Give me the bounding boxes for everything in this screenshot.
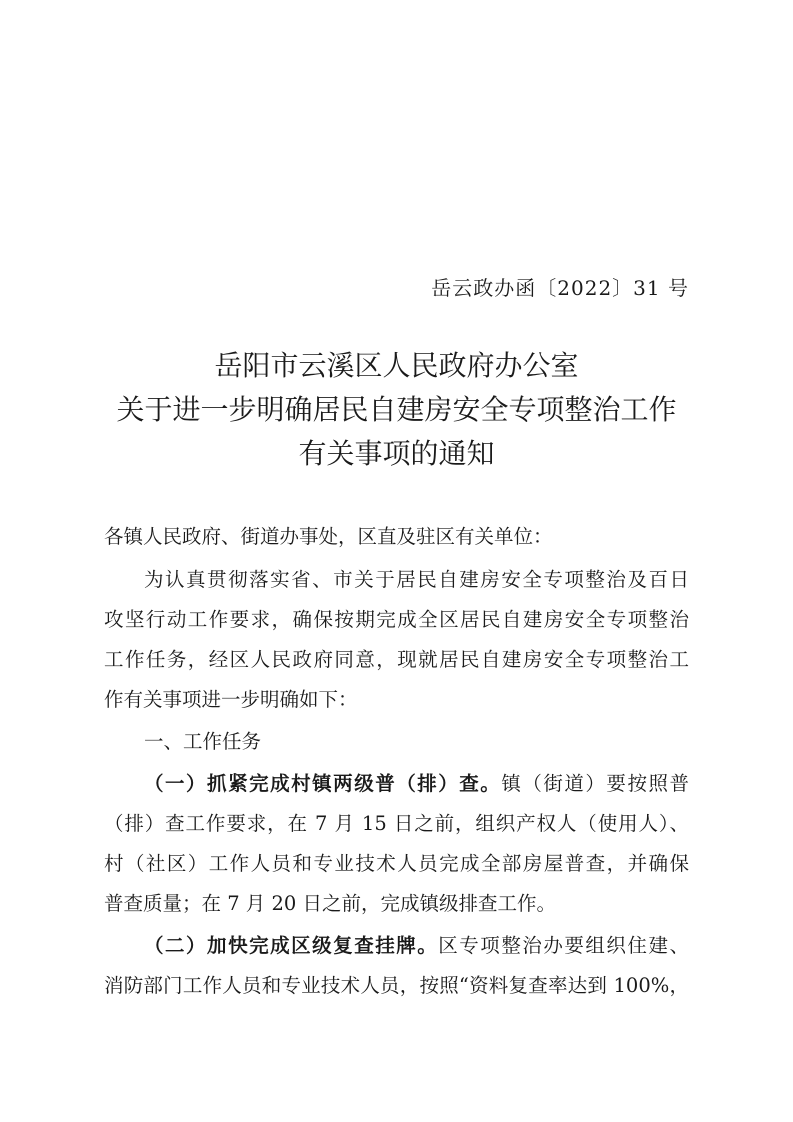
item-1-heading: （一）抓紧完成村镇两级普（排）查。 — [144, 772, 502, 795]
title-line-1: 岳阳市云溪区人民政府办公室 — [214, 349, 579, 382]
salutation — [104, 517, 689, 557]
intro-paragraph — [104, 560, 689, 720]
section-heading-text: 一、工作任务 — [144, 730, 262, 753]
item-2-line-1 — [104, 926, 689, 966]
item-1-paragraph — [104, 764, 689, 924]
item-1-line-4: 普查质量；在 7 月 20 日之前，完成镇级排查工作。 — [104, 892, 557, 915]
item-1-line-2: （排）查工作要求，在 7 月 15 日之前，组织产权人（使用人）、 — [104, 812, 689, 835]
item-2-heading: （二）加快完成区级复查挂牌。 — [144, 934, 439, 957]
document-number: 岳云政办函〔2022〕31 号 — [431, 276, 689, 300]
item-2-line-2: 消防部门工作人员和专业技术人员，按照“资料复查率达到 100%， — [104, 974, 689, 997]
item-2-line-1-text: 区专项整治办要组织住建、 — [438, 934, 689, 957]
item-1-line-1 — [104, 764, 689, 804]
intro-line-2: 攻坚行动工作要求，确保按期完成全区居民自建房安全专项整治 — [104, 608, 689, 631]
title-line-3: 有关事项的通知 — [298, 437, 495, 470]
item-1-line-1-text: 镇（街道）要按照普 — [501, 772, 689, 795]
salutation-text: 各镇人民政府、街道办事处，区直及驻区有关单位： — [104, 525, 553, 548]
section-heading-work-tasks — [104, 722, 689, 762]
intro-line-1: 为认真贯彻落实省、市关于居民自建房安全专项整治及百日 — [144, 568, 689, 591]
intro-line-4: 作有关事项进一步明确如下： — [104, 688, 358, 711]
item-1-line-3: 村（社区）工作人员和专业技术人员完成全部房屋普查，并确保 — [104, 852, 689, 875]
item-2-paragraph — [104, 926, 689, 1006]
intro-line-3: 工作任务，经区人民政府同意，现就居民自建房安全专项整治工 — [104, 648, 689, 671]
title-line-2: 关于进一步明确居民自建房安全专项整治工作 — [116, 393, 677, 426]
